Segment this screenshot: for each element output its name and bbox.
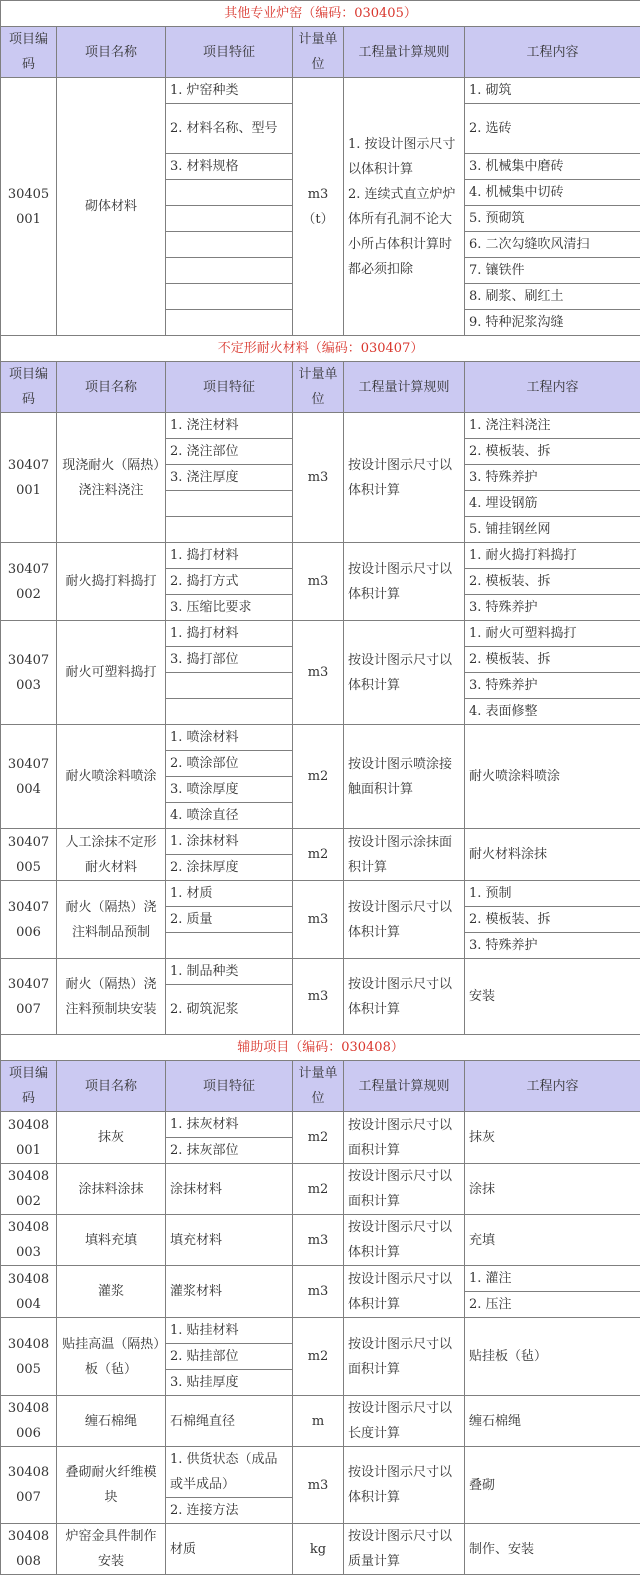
feature-cell: 1. 贴挂材料 bbox=[166, 1318, 293, 1344]
header-name: 项目名称 bbox=[57, 1061, 166, 1112]
feature-cell bbox=[166, 232, 293, 258]
table-row bbox=[1, 1164, 640, 1215]
section-title-row bbox=[1, 336, 640, 362]
item-unit: m3 bbox=[293, 621, 344, 725]
content-cell: 4. 埋设钢筋 bbox=[465, 491, 640, 517]
feature-cell: 灌浆材料 bbox=[166, 1266, 293, 1318]
feature-cell: 1. 材质 bbox=[166, 881, 293, 907]
header-features: 项目特征 bbox=[166, 362, 293, 413]
header-content: 工程内容 bbox=[465, 1061, 640, 1112]
header-rule: 工程量计算规则 bbox=[344, 1061, 465, 1112]
item-unit: m2 bbox=[293, 725, 344, 829]
feature-cell bbox=[166, 699, 293, 725]
header-rule: 工程量计算规则 bbox=[344, 27, 465, 78]
table-row bbox=[1, 1318, 640, 1344]
content-cell: 3. 特殊养护 bbox=[465, 673, 640, 699]
header-features: 项目特征 bbox=[166, 1061, 293, 1112]
item-rule: 按设计图示尺寸以面积计算 bbox=[344, 1112, 465, 1164]
table-row bbox=[1, 725, 640, 751]
item-code: 30407 004 bbox=[1, 725, 57, 829]
feature-cell: 1. 供货状态（成品或半成品） bbox=[166, 1447, 293, 1498]
item-code: 30407 005 bbox=[1, 829, 57, 881]
item-unit: m3 bbox=[293, 959, 344, 1035]
item-name: 叠砌耐火纤维模块 bbox=[57, 1447, 166, 1524]
item-code: 30407 001 bbox=[1, 413, 57, 543]
section-title: 辅助项目（编码：030408） bbox=[1, 1035, 640, 1061]
item-name: 耐火喷涂料喷涂 bbox=[57, 725, 166, 829]
item-code: 30407 003 bbox=[1, 621, 57, 725]
content-cell: 1. 耐火可塑料捣打 bbox=[465, 621, 640, 647]
item-unit: m2 bbox=[293, 1318, 344, 1396]
feature-cell: 1. 涂抹材料 bbox=[166, 829, 293, 855]
content-cell: 3. 特殊养护 bbox=[465, 933, 640, 959]
feature-cell: 1. 制品种类 bbox=[166, 959, 293, 985]
item-content: 抹灰 bbox=[465, 1112, 640, 1164]
content-cell: 1. 砌筑 bbox=[465, 78, 640, 104]
item-rule: 按设计图示尺寸以体积计算 bbox=[344, 543, 465, 621]
item-name: 炉窑金具件制作安装 bbox=[57, 1524, 166, 1575]
header-rule: 工程量计算规则 bbox=[344, 362, 465, 413]
item-unit: m3 bbox=[293, 1215, 344, 1266]
table-row bbox=[1, 1447, 640, 1498]
content-cell: 6. 二次勾缝吹风清扫 bbox=[465, 232, 640, 258]
item-name: 砌体材料 bbox=[57, 78, 166, 336]
header-name: 项目名称 bbox=[57, 362, 166, 413]
header-content: 工程内容 bbox=[465, 362, 640, 413]
item-code: 30408 004 bbox=[1, 1266, 57, 1318]
feature-cell: 3. 压缩比要求 bbox=[166, 595, 293, 621]
content-cell: 9. 特种泥浆沟缝 bbox=[465, 310, 640, 336]
item-rule: 1. 按设计图示尺寸以体积计算 2. 连续式直立炉炉体所有孔洞不论大小所占体积计算时都必须扣除 bbox=[344, 78, 465, 336]
feature-cell: 3. 喷涂厚度 bbox=[166, 777, 293, 803]
item-content: 耐火材料涂抹 bbox=[465, 829, 640, 881]
feature-cell: 涂抹材料 bbox=[166, 1164, 293, 1215]
item-name: 抹灰 bbox=[57, 1112, 166, 1164]
table-body bbox=[1, 1, 640, 1575]
item-name: 耐火捣打料捣打 bbox=[57, 543, 166, 621]
header-row bbox=[1, 1061, 640, 1112]
content-cell: 1. 耐火捣打料捣打 bbox=[465, 543, 640, 569]
item-rule: 按设计图示涂抹面积计算 bbox=[344, 829, 465, 881]
table-row bbox=[1, 1524, 640, 1575]
header-unit: 计量单位 bbox=[293, 1061, 344, 1112]
header-code: 项目编码 bbox=[1, 27, 57, 78]
item-unit: m3 bbox=[293, 413, 344, 543]
item-code: 30407 006 bbox=[1, 881, 57, 959]
table-row bbox=[1, 829, 640, 855]
feature-cell: 1. 喷涂材料 bbox=[166, 725, 293, 751]
item-name: 耐火（隔热）浇注料预制块安装 bbox=[57, 959, 166, 1035]
table-row bbox=[1, 881, 640, 907]
feature-cell: 石棉绳直径 bbox=[166, 1396, 293, 1447]
item-content: 涂抹 bbox=[465, 1164, 640, 1215]
table-row bbox=[1, 543, 640, 569]
item-rule: 按设计图示尺寸以面积计算 bbox=[344, 1164, 465, 1215]
item-name: 人工涂抹不定形耐火材料 bbox=[57, 829, 166, 881]
feature-cell bbox=[166, 180, 293, 206]
feature-cell: 3. 贴挂厚度 bbox=[166, 1370, 293, 1396]
item-content: 安装 bbox=[465, 959, 640, 1035]
feature-cell bbox=[166, 517, 293, 543]
content-cell: 8. 刷浆、刷红土 bbox=[465, 284, 640, 310]
content-cell: 5. 铺挂钢丝网 bbox=[465, 517, 640, 543]
feature-cell: 3. 材料规格 bbox=[166, 154, 293, 180]
feature-cell: 2. 砌筑泥浆 bbox=[166, 985, 293, 1035]
item-content: 叠砌 bbox=[465, 1447, 640, 1524]
feature-cell: 2. 喷涂部位 bbox=[166, 751, 293, 777]
content-cell: 4. 表面修整 bbox=[465, 699, 640, 725]
content-cell: 3. 机械集中磨砖 bbox=[465, 154, 640, 180]
item-rule: 按设计图示尺寸以面积计算 bbox=[344, 1318, 465, 1396]
feature-cell bbox=[166, 491, 293, 517]
content-cell: 1. 浇注料浇注 bbox=[465, 413, 640, 439]
item-content: 耐火喷涂料喷涂 bbox=[465, 725, 640, 829]
content-cell: 2. 模板装、拆 bbox=[465, 647, 640, 673]
table-row bbox=[1, 413, 640, 439]
header-row bbox=[1, 362, 640, 413]
table-row bbox=[1, 1266, 640, 1292]
item-rule: 按设计图示尺寸以体积计算 bbox=[344, 1447, 465, 1524]
item-rule: 按设计图示喷涂接触面积计算 bbox=[344, 725, 465, 829]
feature-cell: 2. 捣打方式 bbox=[166, 569, 293, 595]
item-name: 涂抹料涂抹 bbox=[57, 1164, 166, 1215]
table-row bbox=[1, 1215, 640, 1266]
feature-cell: 填充材料 bbox=[166, 1215, 293, 1266]
feature-cell: 4. 喷涂直径 bbox=[166, 803, 293, 829]
feature-cell: 1. 浇注材料 bbox=[166, 413, 293, 439]
section-title: 其他专业炉窑（编码：030405） bbox=[1, 1, 640, 27]
item-unit: m3 bbox=[293, 1447, 344, 1524]
item-name: 耐火（隔热）浇注料制品预制 bbox=[57, 881, 166, 959]
item-rule: 按设计图示尺寸以体积计算 bbox=[344, 413, 465, 543]
table-row bbox=[1, 1396, 640, 1447]
item-code: 30408 008 bbox=[1, 1524, 57, 1575]
item-name: 灌浆 bbox=[57, 1266, 166, 1318]
item-unit: m2 bbox=[293, 1164, 344, 1215]
table-row bbox=[1, 621, 640, 647]
item-unit: m2 bbox=[293, 829, 344, 881]
item-rule: 按设计图示尺寸以质量计算 bbox=[344, 1524, 465, 1575]
content-cell: 3. 特殊养护 bbox=[465, 465, 640, 491]
feature-cell: 2. 连接方法 bbox=[166, 1498, 293, 1524]
content-cell: 1. 预制 bbox=[465, 881, 640, 907]
header-features: 项目特征 bbox=[166, 27, 293, 78]
feature-cell bbox=[166, 673, 293, 699]
item-code: 30408 006 bbox=[1, 1396, 57, 1447]
header-content: 工程内容 bbox=[465, 27, 640, 78]
feature-cell bbox=[166, 258, 293, 284]
header-code: 项目编码 bbox=[1, 362, 57, 413]
feature-cell bbox=[166, 933, 293, 959]
item-content: 制作、安装 bbox=[465, 1524, 640, 1575]
content-cell: 3. 特殊养护 bbox=[465, 595, 640, 621]
feature-cell: 1. 捣打材料 bbox=[166, 543, 293, 569]
item-rule: 按设计图示尺寸以长度计算 bbox=[344, 1396, 465, 1447]
content-cell: 1. 灌注 bbox=[465, 1266, 640, 1292]
feature-cell bbox=[166, 284, 293, 310]
content-cell: 2. 选砖 bbox=[465, 104, 640, 154]
header-row bbox=[1, 27, 640, 78]
item-rule: 按设计图示尺寸以体积计算 bbox=[344, 1266, 465, 1318]
item-code: 30408 003 bbox=[1, 1215, 57, 1266]
content-cell: 2. 压注 bbox=[465, 1292, 640, 1318]
item-unit: m3 bbox=[293, 1266, 344, 1318]
table-row bbox=[1, 1112, 640, 1138]
feature-cell: 2. 材料名称、型号 bbox=[166, 104, 293, 154]
item-code: 30407 007 bbox=[1, 959, 57, 1035]
header-code: 项目编码 bbox=[1, 1061, 57, 1112]
table-row bbox=[1, 78, 640, 104]
content-cell: 2. 模板装、拆 bbox=[465, 569, 640, 595]
section-title-row bbox=[1, 1, 640, 27]
item-code: 30407 002 bbox=[1, 543, 57, 621]
item-content: 贴挂板（毡） bbox=[465, 1318, 640, 1396]
feature-cell: 3. 浇注厚度 bbox=[166, 465, 293, 491]
item-rule: 按设计图示尺寸以体积计算 bbox=[344, 881, 465, 959]
feature-cell: 2. 涂抹厚度 bbox=[166, 855, 293, 881]
feature-cell bbox=[166, 310, 293, 336]
feature-cell: 1. 炉窑种类 bbox=[166, 78, 293, 104]
feature-cell: 2. 质量 bbox=[166, 907, 293, 933]
item-name: 贴挂高温（隔热）板（毡） bbox=[57, 1318, 166, 1396]
section-title-row bbox=[1, 1035, 640, 1061]
header-unit: 计量单位 bbox=[293, 27, 344, 78]
item-name: 缠石棉绳 bbox=[57, 1396, 166, 1447]
item-rule: 按设计图示尺寸以体积计算 bbox=[344, 621, 465, 725]
content-cell: 5. 预砌筑 bbox=[465, 206, 640, 232]
item-code: 30408 002 bbox=[1, 1164, 57, 1215]
feature-cell: 2. 抹灰部位 bbox=[166, 1138, 293, 1164]
item-code: 30408 007 bbox=[1, 1447, 57, 1524]
item-code: 30405 001 bbox=[1, 78, 57, 336]
item-unit: kg bbox=[293, 1524, 344, 1575]
item-content: 缠石棉绳 bbox=[465, 1396, 640, 1447]
feature-cell: 1. 捣打材料 bbox=[166, 621, 293, 647]
item-rule: 按设计图示尺寸以体积计算 bbox=[344, 1215, 465, 1266]
item-unit: m3 bbox=[293, 881, 344, 959]
item-content: 充填 bbox=[465, 1215, 640, 1266]
feature-cell: 2. 贴挂部位 bbox=[166, 1344, 293, 1370]
item-name: 填料充填 bbox=[57, 1215, 166, 1266]
feature-cell bbox=[166, 206, 293, 232]
item-name: 现浇耐火（隔热）浇注料浇注 bbox=[57, 413, 166, 543]
item-code: 30408 001 bbox=[1, 1112, 57, 1164]
item-code: 30408 005 bbox=[1, 1318, 57, 1396]
header-name: 项目名称 bbox=[57, 27, 166, 78]
feature-cell: 材质 bbox=[166, 1524, 293, 1575]
table-row bbox=[1, 959, 640, 985]
item-unit: m3（t） bbox=[293, 78, 344, 336]
content-cell: 7. 镶铁件 bbox=[465, 258, 640, 284]
feature-cell: 1. 抹灰材料 bbox=[166, 1112, 293, 1138]
feature-cell: 2. 浇注部位 bbox=[166, 439, 293, 465]
content-cell: 2. 模板装、拆 bbox=[465, 439, 640, 465]
item-name: 耐火可塑料捣打 bbox=[57, 621, 166, 725]
feature-cell: 3. 捣打部位 bbox=[166, 647, 293, 673]
content-cell: 4. 机械集中切砖 bbox=[465, 180, 640, 206]
item-rule: 按设计图示尺寸以体积计算 bbox=[344, 959, 465, 1035]
item-unit: m2 bbox=[293, 1112, 344, 1164]
item-unit: m bbox=[293, 1396, 344, 1447]
content-cell: 2. 模板装、拆 bbox=[465, 907, 640, 933]
item-unit: m3 bbox=[293, 543, 344, 621]
section-title: 不定形耐火材料（编码：030407） bbox=[1, 336, 640, 362]
header-unit: 计量单位 bbox=[293, 362, 344, 413]
